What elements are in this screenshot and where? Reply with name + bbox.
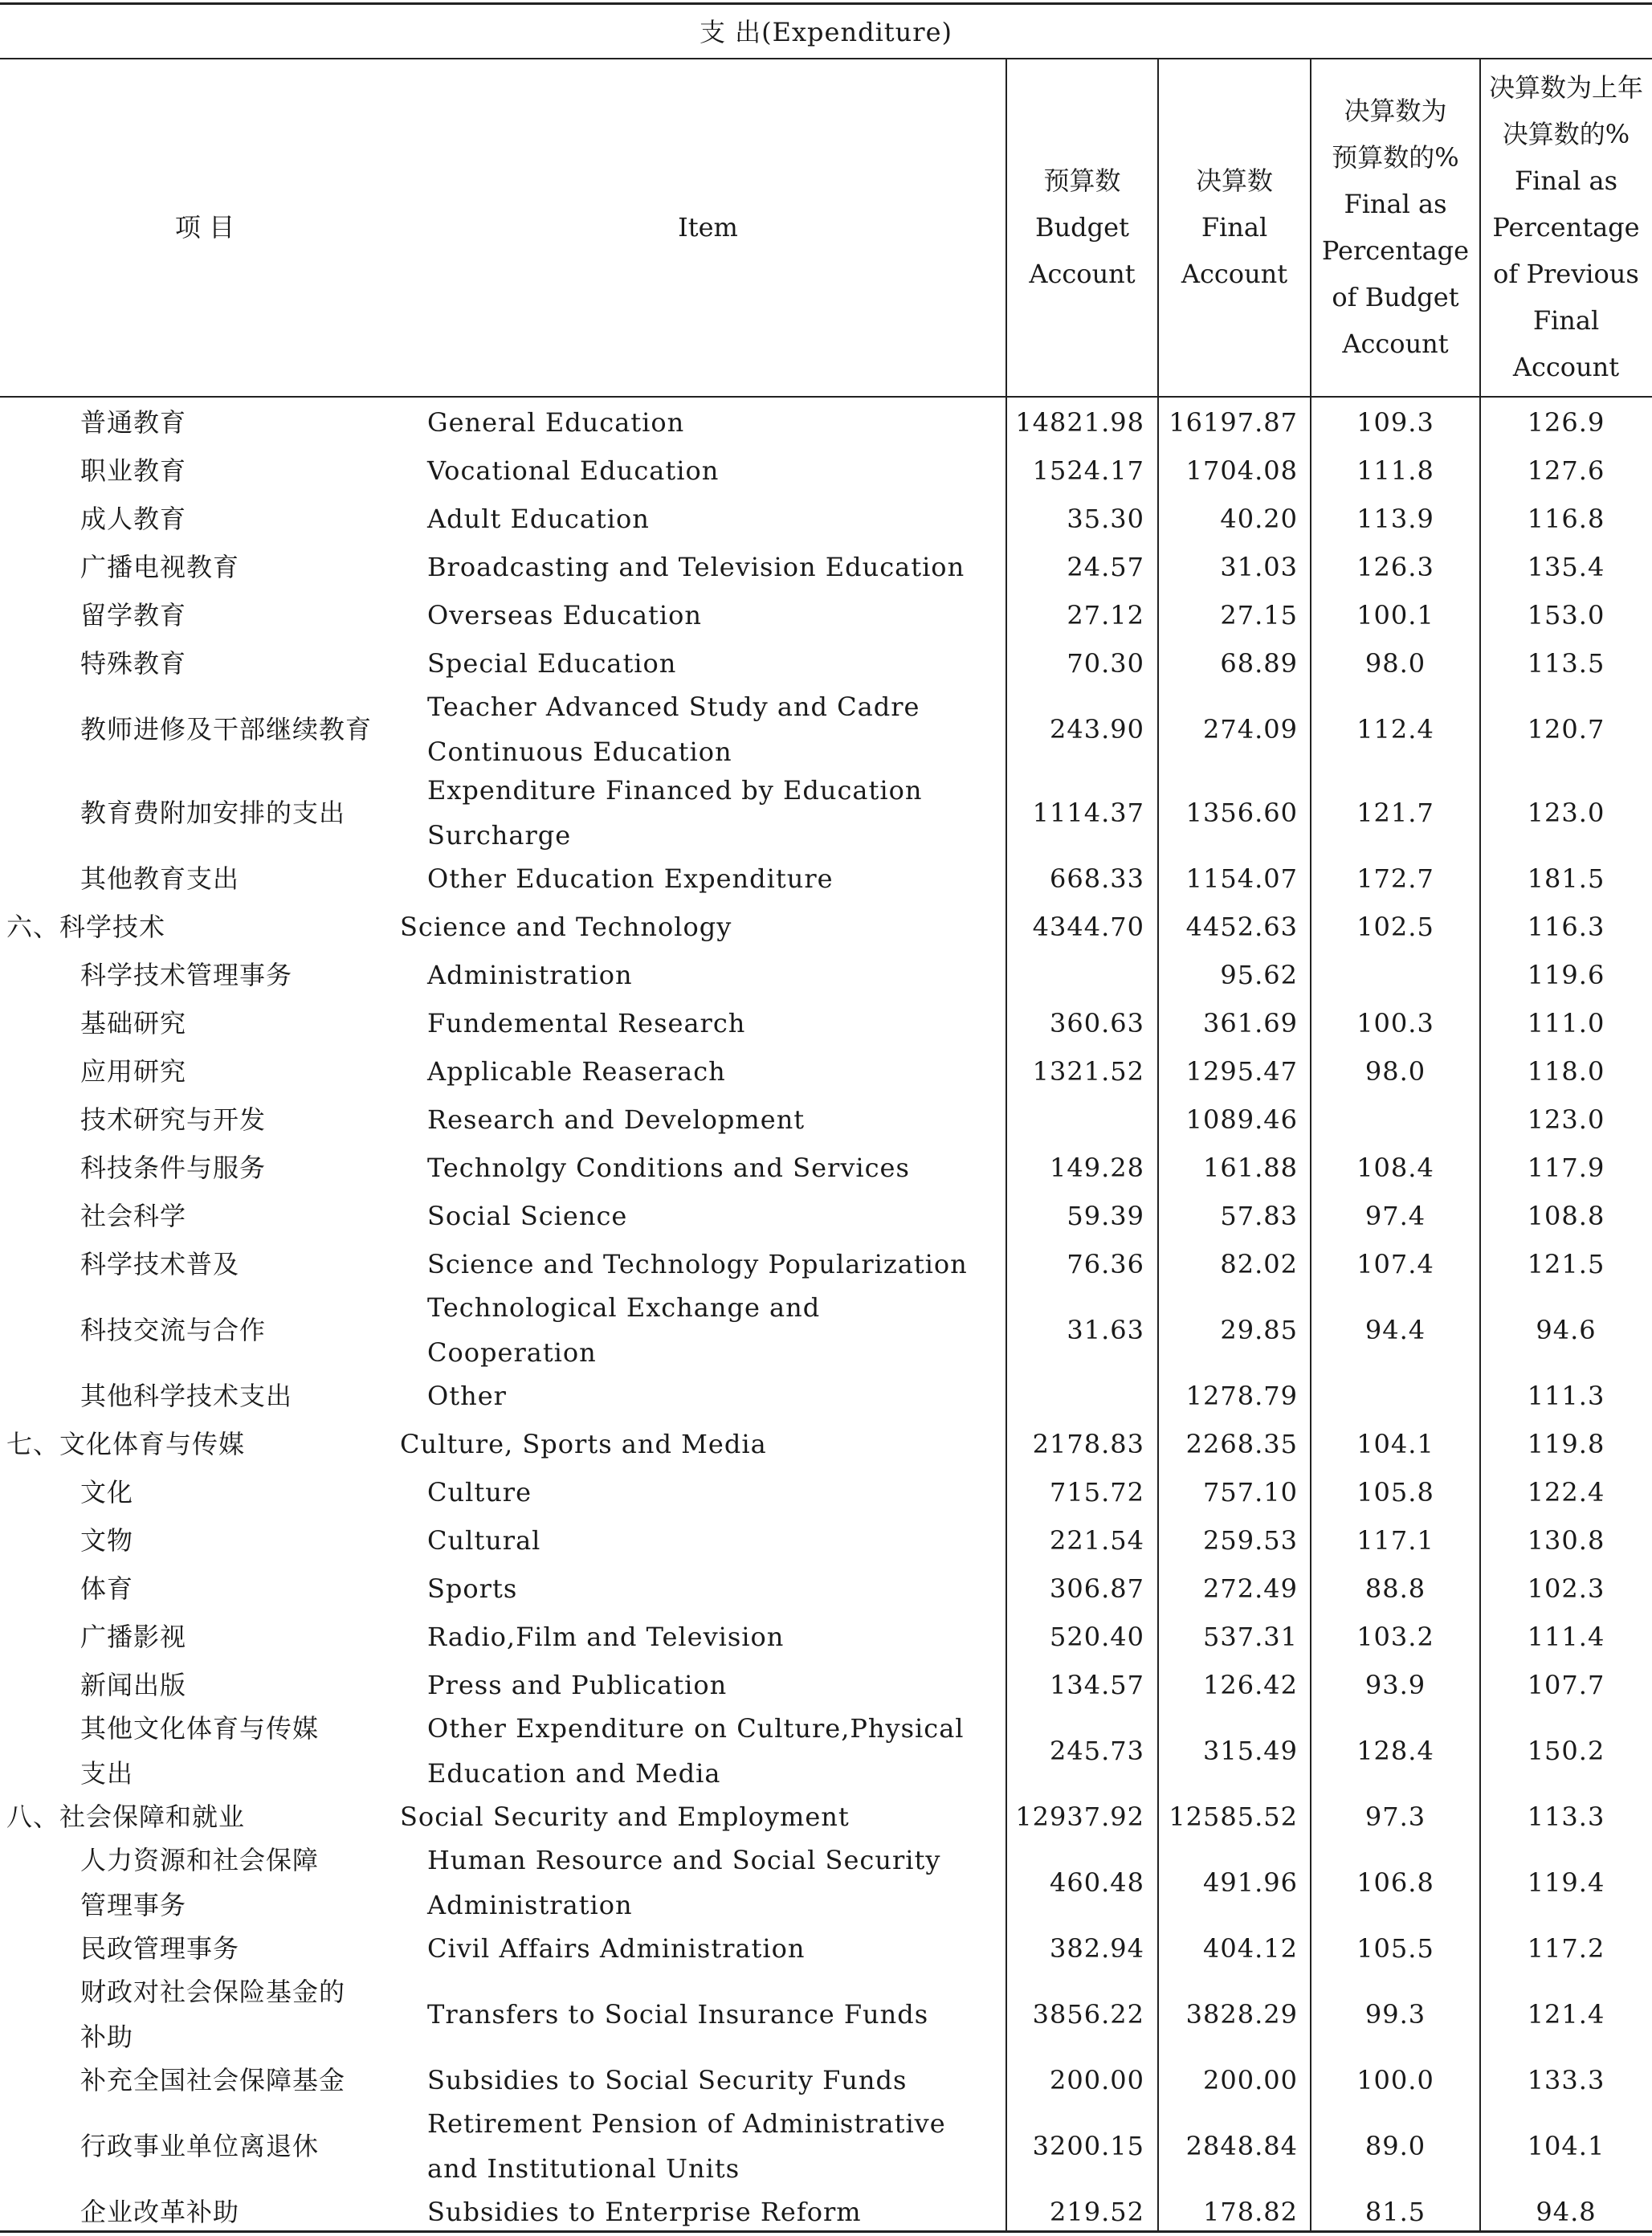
item-name-cn: 科学技术普及 — [80, 1249, 240, 1279]
final-value: 12585.52 — [1169, 1801, 1298, 1832]
pct-of-budget — [1311, 1096, 1480, 1144]
final-value: 200.00 — [1203, 2065, 1298, 2095]
table-row — [0, 1793, 1652, 1841]
pct-of-budget: 99.3 — [1364, 1999, 1426, 2030]
budget-value: 382.94 — [1050, 1933, 1144, 1964]
budget-value: 1321.52 — [1032, 1056, 1144, 1087]
table-row — [0, 447, 1652, 495]
item-name-cn: 基础研究 — [80, 1008, 187, 1038]
rule-line — [0, 396, 1652, 398]
item-name-cn: 科技交流与合作 — [80, 1315, 267, 1345]
item-name-cn: 八、社会保障和就业 — [6, 1801, 246, 1832]
item-name-en: Press and Publication — [427, 1670, 728, 1700]
pct-of-previous: 94.8 — [1536, 2197, 1597, 2227]
item-name-cn: 广播影视 — [80, 1622, 187, 1652]
table-row — [0, 1096, 1652, 1144]
item-name-cn: 文化 — [80, 1477, 134, 1508]
item-name-en: Radio,Film and Television — [427, 1622, 785, 1652]
item-name-en: Vocational Education — [427, 455, 720, 486]
item-name-en: Social Security and Employment — [400, 1801, 850, 1832]
pct-of-budget: 100.0 — [1356, 2065, 1434, 2095]
final-value: 126.42 — [1203, 1670, 1298, 1700]
table-row — [0, 639, 1652, 688]
item-name-en: Transfers to Social Insurance Funds — [427, 1999, 929, 2030]
item-name-cn: 职业教育 — [80, 455, 187, 486]
table-row — [0, 1144, 1652, 1192]
item-name-en: Technolgy Conditions and Services — [427, 1153, 910, 1183]
table-row — [0, 1924, 1652, 1973]
header-pct-prev: 决算数为上年 决算数的% Final as Percentage of Previous Final Account — [1488, 71, 1643, 382]
table-row — [0, 2188, 1652, 2236]
item-name-en: Retirement Pension of Administrative and Institutional Units — [427, 2108, 946, 2184]
budget-value: 668.33 — [1050, 863, 1144, 894]
pct-of-previous: 102.3 — [1527, 1573, 1605, 1604]
item-name-cn: 教育费附加安排的支出 — [80, 798, 346, 828]
pct-of-budget: 113.9 — [1356, 504, 1434, 534]
pct-of-previous: 94.6 — [1536, 1315, 1597, 1345]
pct-of-budget: 100.3 — [1356, 1008, 1434, 1038]
table-row — [0, 1468, 1652, 1516]
item-name-en: Overseas Education — [427, 600, 702, 630]
table-row — [0, 1192, 1652, 1240]
pct-of-budget: 88.8 — [1364, 1573, 1426, 1604]
item-name-en: Administration — [427, 960, 633, 990]
pct-of-previous: 119.4 — [1527, 1867, 1605, 1898]
final-value: 57.83 — [1220, 1201, 1298, 1231]
item-name-cn: 技术研究与开发 — [80, 1104, 267, 1135]
table-row — [0, 1709, 1652, 1793]
pct-of-previous: 123.0 — [1527, 1104, 1605, 1135]
item-name-cn: 人力资源和社会保障 管理事务 — [80, 1845, 320, 1920]
final-value: 68.89 — [1220, 648, 1298, 679]
budget-value — [1006, 951, 1144, 999]
budget-value: 1524.17 — [1032, 455, 1144, 486]
budget-value: 245.73 — [1050, 1736, 1144, 1766]
item-name-cn: 留学教育 — [80, 600, 187, 630]
table-row — [0, 591, 1652, 639]
item-name-cn: 科技条件与服务 — [80, 1153, 267, 1183]
final-value: 82.02 — [1220, 1249, 1298, 1279]
table-row — [0, 398, 1652, 447]
item-name-en: Adult Education — [427, 504, 650, 534]
item-name-cn: 教师进修及干部继续教育 — [80, 714, 373, 745]
item-name-cn: 行政事业单位离退休 — [80, 2131, 320, 2161]
item-name-en: Fundemental Research — [427, 1008, 746, 1038]
budget-value: 200.00 — [1050, 2065, 1144, 2095]
final-value: 4452.63 — [1185, 912, 1298, 942]
pct-of-previous: 111.0 — [1527, 1008, 1605, 1038]
final-value: 40.20 — [1220, 504, 1298, 534]
pct-of-budget: 117.1 — [1356, 1525, 1434, 1556]
pct-of-budget: 98.0 — [1364, 648, 1426, 679]
pct-of-budget — [1311, 1372, 1480, 1420]
item-name-cn: 体育 — [80, 1573, 134, 1604]
item-name-cn: 企业改革补助 — [80, 2197, 240, 2227]
pct-of-previous: 111.4 — [1527, 1622, 1605, 1652]
pct-of-budget: 94.4 — [1364, 1315, 1426, 1345]
item-name-cn: 补充全国社会保障基金 — [80, 2065, 346, 2095]
final-value: 1704.08 — [1185, 455, 1298, 486]
final-value: 1278.79 — [1185, 1381, 1298, 1411]
item-name-en: Subsidies to Social Security Funds — [427, 2065, 908, 2095]
budget-value: 35.30 — [1067, 504, 1144, 534]
budget-value: 4344.70 — [1032, 912, 1144, 942]
table-row — [0, 1613, 1652, 1661]
header-item-en: Item — [678, 211, 738, 243]
final-value: 2268.35 — [1185, 1429, 1298, 1459]
item-name-cn: 其他科学技术支出 — [80, 1381, 293, 1411]
final-value: 537.31 — [1203, 1622, 1298, 1652]
item-name-cn: 民政管理事务 — [80, 1933, 240, 1964]
final-value: 2848.84 — [1185, 2131, 1298, 2161]
item-name-cn: 应用研究 — [80, 1056, 187, 1087]
budget-value: 76.36 — [1067, 1249, 1144, 1279]
table-row — [0, 1661, 1652, 1709]
pct-of-budget: 89.0 — [1364, 2131, 1426, 2161]
pct-of-previous: 150.2 — [1527, 1736, 1605, 1766]
item-name-en: Cultural — [427, 1525, 541, 1556]
item-name-en: Other Education Expenditure — [427, 863, 834, 894]
pct-of-previous: 181.5 — [1527, 863, 1605, 894]
pct-of-previous: 113.3 — [1527, 1801, 1605, 1832]
pct-of-previous: 153.0 — [1527, 600, 1605, 630]
item-name-cn: 科学技术管理事务 — [80, 960, 293, 990]
item-name-en: Culture — [427, 1477, 532, 1508]
item-name-cn: 广播电视教育 — [80, 552, 240, 582]
item-name-en: Civil Affairs Administration — [427, 1933, 806, 1964]
pct-of-previous: 108.8 — [1527, 1201, 1605, 1231]
pct-of-budget: 107.4 — [1356, 1249, 1434, 1279]
pct-of-budget: 106.8 — [1356, 1867, 1434, 1898]
final-value: 3828.29 — [1185, 1999, 1298, 2030]
table-row — [0, 1420, 1652, 1468]
final-value: 1356.60 — [1185, 798, 1298, 828]
budget-value: 59.39 — [1067, 1201, 1144, 1231]
item-name-cn: 财政对社会保险基金的 补助 — [80, 1977, 346, 2052]
item-name-cn: 新闻出版 — [80, 1670, 187, 1700]
header-final: 决算数 Final Account — [1181, 165, 1288, 289]
item-name-en: Teacher Advanced Study and Cadre Continuous Education — [427, 692, 920, 767]
final-value: 404.12 — [1203, 1933, 1298, 1964]
item-name-cn: 文物 — [80, 1525, 134, 1556]
pct-of-previous: 113.5 — [1527, 648, 1605, 679]
budget-value: 14821.98 — [1015, 407, 1144, 438]
table-row — [0, 855, 1652, 903]
item-name-en: Culture, Sports and Media — [400, 1429, 767, 1459]
final-value: 95.62 — [1220, 960, 1298, 990]
pct-of-previous: 104.1 — [1527, 2131, 1605, 2161]
item-name-cn: 其他文化体育与传媒 支出 — [80, 1713, 320, 1789]
final-value: 259.53 — [1203, 1525, 1298, 1556]
final-value: 27.15 — [1220, 600, 1298, 630]
pct-of-previous: 111.3 — [1527, 1381, 1605, 1411]
item-name-en: Research and Development — [427, 1104, 806, 1135]
item-name-cn: 社会科学 — [80, 1201, 187, 1231]
item-name-en: Special Education — [427, 648, 677, 679]
final-value: 361.69 — [1203, 1008, 1298, 1038]
item-name-cn: 六、科学技术 — [6, 912, 166, 942]
pct-of-budget: 111.8 — [1356, 455, 1434, 486]
pct-of-budget: 102.5 — [1356, 912, 1434, 942]
table-row — [0, 1240, 1652, 1288]
table-row — [0, 2056, 1652, 2104]
pct-of-previous: 121.5 — [1527, 1249, 1605, 1279]
final-value: 178.82 — [1203, 2197, 1298, 2227]
budget-value: 70.30 — [1067, 648, 1144, 679]
pct-of-previous: 119.6 — [1527, 960, 1605, 990]
budget-value: 221.54 — [1050, 1525, 1144, 1556]
pct-of-budget: 126.3 — [1356, 552, 1434, 582]
budget-value: 3856.22 — [1032, 1999, 1144, 2030]
table-row — [0, 951, 1652, 999]
pct-of-budget: 97.4 — [1364, 1201, 1426, 1231]
final-value: 274.09 — [1203, 714, 1298, 745]
pct-of-budget: 128.4 — [1356, 1736, 1434, 1766]
pct-of-previous: 116.8 — [1527, 504, 1605, 534]
item-name-en: Social Science — [427, 1201, 628, 1231]
budget-value: 31.63 — [1067, 1315, 1144, 1345]
budget-value: 149.28 — [1050, 1153, 1144, 1183]
pct-of-previous: 116.3 — [1527, 912, 1605, 942]
item-name-en: Technological Exchange and Cooperation — [427, 1292, 821, 1368]
final-value: 29.85 — [1220, 1315, 1298, 1345]
item-name-cn: 普通教育 — [80, 407, 187, 438]
budget-value: 360.63 — [1050, 1008, 1144, 1038]
header-pct-budget: 决算数为 预算数的% Final as Percentage of Budget Account — [1321, 95, 1470, 359]
pct-of-previous: 133.3 — [1527, 2065, 1605, 2095]
table-row — [0, 1565, 1652, 1613]
pct-of-budget: 109.3 — [1356, 407, 1434, 438]
item-name-en: Broadcasting and Television Education — [427, 552, 965, 582]
final-value: 1295.47 — [1185, 1056, 1298, 1087]
item-name-en: Human Resource and Social Security Administration — [427, 1845, 941, 1920]
pct-of-previous: 135.4 — [1527, 552, 1605, 582]
pct-of-budget: 105.5 — [1356, 1933, 1434, 1964]
table-row — [0, 1288, 1652, 1372]
item-name-cn: 特殊教育 — [80, 648, 187, 679]
pct-of-budget: 97.3 — [1364, 1801, 1426, 1832]
pct-of-previous: 127.6 — [1527, 455, 1605, 486]
item-name-cn: 其他教育支出 — [80, 863, 240, 894]
item-name-en: Other Expenditure on Culture,Physical Education and Media — [427, 1713, 965, 1789]
budget-value: 715.72 — [1050, 1477, 1144, 1508]
table-row — [0, 1516, 1652, 1565]
header-item-cn: 项 目 — [174, 211, 235, 243]
item-name-en: Applicable Reaserach — [427, 1056, 726, 1087]
table-row — [0, 1047, 1652, 1096]
pct-of-previous: 117.9 — [1527, 1153, 1605, 1183]
item-name-en: Science and Technology Popularization — [427, 1249, 968, 1279]
pct-of-previous: 123.0 — [1527, 798, 1605, 828]
table-row — [0, 2104, 1652, 2188]
pct-of-previous: 122.4 — [1527, 1477, 1605, 1508]
budget-value: 12937.92 — [1015, 1801, 1144, 1832]
item-name-cn: 七、文化体育与传媒 — [6, 1429, 246, 1459]
final-value: 1154.07 — [1185, 863, 1298, 894]
table-row — [0, 495, 1652, 543]
budget-value: 520.40 — [1050, 1622, 1144, 1652]
item-name-en: General Education — [427, 407, 685, 438]
pct-of-budget: 93.9 — [1364, 1670, 1426, 1700]
budget-value: 24.57 — [1067, 552, 1144, 582]
budget-value: 3200.15 — [1032, 2131, 1144, 2161]
table-row — [0, 999, 1652, 1047]
pct-of-budget — [1311, 951, 1480, 999]
budget-value: 460.48 — [1050, 1867, 1144, 1898]
pct-of-budget: 100.1 — [1356, 600, 1434, 630]
budget-value: 219.52 — [1050, 2197, 1144, 2227]
item-name-en: Other — [427, 1381, 507, 1411]
budget-value: 2178.83 — [1032, 1429, 1144, 1459]
final-value: 31.03 — [1220, 552, 1298, 582]
table-row — [0, 771, 1652, 855]
pct-of-budget: 98.0 — [1364, 1056, 1426, 1087]
pct-of-budget: 105.8 — [1356, 1477, 1434, 1508]
budget-value — [1006, 1372, 1144, 1420]
item-name-cn: 成人教育 — [80, 504, 187, 534]
item-name-en: Expenditure Financed by Education Surcharge — [427, 775, 923, 851]
table-caption: 支 出(Expenditure) — [699, 16, 952, 47]
pct-of-previous: 121.4 — [1527, 1999, 1605, 2030]
pct-of-budget: 121.7 — [1356, 798, 1434, 828]
budget-value: 243.90 — [1050, 714, 1144, 745]
pct-of-previous: 107.7 — [1527, 1670, 1605, 1700]
table-row — [0, 903, 1652, 951]
item-name-en: Sports — [427, 1573, 518, 1604]
pct-of-budget: 172.7 — [1356, 863, 1434, 894]
pct-of-previous: 130.8 — [1527, 1525, 1605, 1556]
pct-of-previous: 119.8 — [1527, 1429, 1605, 1459]
pct-of-budget: 103.2 — [1356, 1622, 1434, 1652]
item-name-en: Subsidies to Enterprise Reform — [427, 2197, 862, 2227]
final-value: 1089.46 — [1185, 1104, 1298, 1135]
pct-of-previous: 118.0 — [1527, 1056, 1605, 1087]
header-budget: 预算数 Budget Account — [1029, 165, 1136, 289]
final-value: 161.88 — [1203, 1153, 1298, 1183]
table-row — [0, 688, 1652, 771]
table-row — [0, 1372, 1652, 1420]
pct-of-previous: 117.2 — [1527, 1933, 1605, 1964]
final-value: 757.10 — [1203, 1477, 1298, 1508]
pct-of-budget: 81.5 — [1364, 2197, 1426, 2227]
pct-of-budget: 108.4 — [1356, 1153, 1434, 1183]
final-value: 16197.87 — [1169, 407, 1298, 438]
table-row — [0, 1841, 1652, 1924]
pct-of-previous: 120.7 — [1527, 714, 1605, 745]
budget-value: 27.12 — [1067, 600, 1144, 630]
item-name-en: Science and Technology — [400, 912, 732, 942]
budget-value — [1006, 1096, 1144, 1144]
final-value: 491.96 — [1203, 1867, 1298, 1898]
pct-of-previous: 126.9 — [1527, 407, 1605, 438]
budget-value: 134.57 — [1050, 1670, 1144, 1700]
table-row — [0, 1973, 1652, 2056]
table-row — [0, 543, 1652, 591]
budget-value: 1114.37 — [1032, 798, 1144, 828]
final-value: 315.49 — [1203, 1736, 1298, 1766]
pct-of-budget: 112.4 — [1356, 714, 1434, 745]
pct-of-budget: 104.1 — [1356, 1429, 1434, 1459]
final-value: 272.49 — [1203, 1573, 1298, 1604]
budget-value: 306.87 — [1050, 1573, 1144, 1604]
